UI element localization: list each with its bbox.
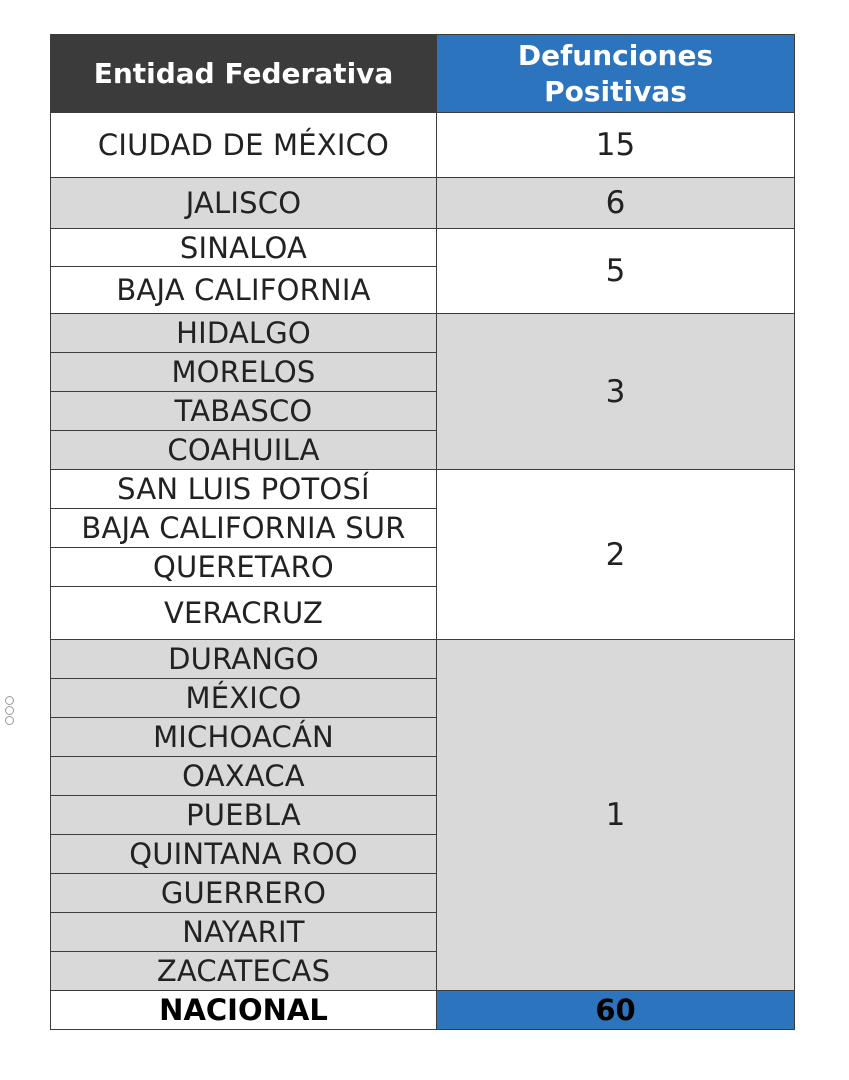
state-cell: MORELOS (51, 353, 437, 392)
state-cell: BAJA CALIFORNIA (51, 267, 437, 314)
state-cell: SINALOA (51, 229, 437, 267)
state-cell: DURANGO (51, 640, 437, 679)
drag-handle-icon[interactable] (5, 696, 17, 725)
state-cell: PUEBLA (51, 796, 437, 835)
table-row (51, 113, 795, 178)
state-cell: QUINTANA ROO (51, 835, 437, 874)
state-cell: HIDALGO (51, 314, 437, 353)
table-row (51, 229, 795, 267)
table-row (51, 314, 795, 353)
state-cell: NAYARIT (51, 913, 437, 952)
state-cell: ZACATECAS (51, 952, 437, 991)
state-cell: QUERETARO (51, 548, 437, 587)
state-cell: BAJA CALIFORNIA SUR (51, 509, 437, 548)
state-cell: MÉXICO (51, 679, 437, 718)
deaths-by-state-table (50, 34, 795, 1030)
header-deaths (437, 35, 795, 113)
table-header-row (51, 35, 795, 113)
deaths-cell: 2 (437, 470, 795, 640)
state-cell: OAXACA (51, 757, 437, 796)
state-cell: CIUDAD DE MÉXICO (51, 113, 437, 178)
state-cell: VERACRUZ (51, 587, 437, 640)
state-cell: JALISCO (51, 178, 437, 229)
total-value: 60 (437, 991, 795, 1030)
total-label: NACIONAL (51, 991, 437, 1030)
state-cell: COAHUILA (51, 431, 437, 470)
deaths-cell: 5 (437, 229, 795, 314)
deaths-cell: 3 (437, 314, 795, 470)
state-cell: MICHOACÁN (51, 718, 437, 757)
header-deaths-line1: Defunciones (517, 38, 714, 72)
deaths-cell: 6 (437, 178, 795, 229)
table-row (51, 470, 795, 509)
state-cell: SAN LUIS POTOSÍ (51, 470, 437, 509)
header-deaths-line2: Positivas (544, 74, 687, 108)
deaths-cell: 15 (437, 113, 795, 178)
state-cell: TABASCO (51, 392, 437, 431)
table-row (51, 178, 795, 229)
header-state: Entidad Federativa (51, 35, 437, 113)
state-cell: GUERRERO (51, 874, 437, 913)
total-row (51, 991, 795, 1030)
deaths-cell: 1 (437, 640, 795, 991)
table-row (51, 640, 795, 679)
